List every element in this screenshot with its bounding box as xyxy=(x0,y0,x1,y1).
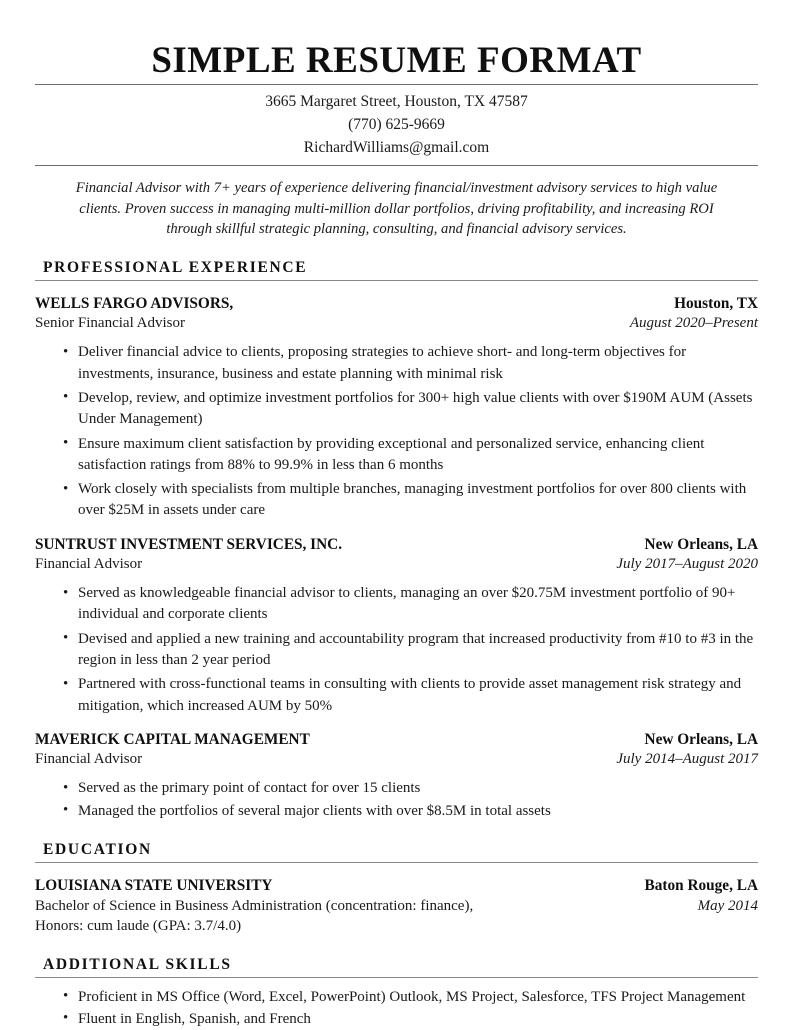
bullet-icon: • xyxy=(63,480,69,497)
list-item-text: Managed the portfolios of several major clients with over $8.5M in total assets xyxy=(78,802,551,819)
skills-list xyxy=(35,987,758,1030)
employer-location: Houston, TX xyxy=(674,294,758,312)
list-item xyxy=(35,434,758,477)
entry-header-row xyxy=(35,294,758,314)
list-item-text: Develop, review, and optimize investment portfolios for 300+ high value clients with over $190M AUM (Assets Under Management) xyxy=(78,389,753,428)
entry-subheader-row xyxy=(35,555,758,575)
employer-location: New Orleans, LA xyxy=(644,730,758,748)
bullet-icon: • xyxy=(63,584,69,601)
entry-subheader-row xyxy=(35,314,758,334)
list-item-text: Ensure maximum client satisfaction by providing exceptional and personalized service, enhancing client satisfaction ratings from 88% to 99.9% in less than 6 months xyxy=(78,435,705,473)
list-item xyxy=(35,987,758,1008)
contact-block xyxy=(35,85,758,164)
entry-header-row xyxy=(35,876,758,896)
list-item-text: Served as knowledgeable financial advisor to clients, managing an over $20.75M investment portfolio of 90+ individual and corporate clients xyxy=(78,585,736,623)
education-entry xyxy=(35,876,758,937)
degree-name: Bachelor of Science in Business Administration (concentration: finance), xyxy=(35,897,474,914)
experience-entry xyxy=(35,535,758,717)
school-name: LOUISIANA STATE UNIVERSITY xyxy=(35,876,273,894)
section-heading-experience: PROFESSIONAL EXPERIENCE xyxy=(35,259,758,281)
section-heading-skills: ADDITIONAL SKILLS xyxy=(35,956,758,978)
list-item-text: Partnered with cross-functional teams in consulting with clients to provide asset management risk strategy and mitigation, which increased AUM by 50% xyxy=(78,676,742,714)
bullet-icon: • xyxy=(63,1010,69,1027)
list-item xyxy=(35,342,758,385)
entry-header-row xyxy=(35,535,758,555)
bullet-icon: • xyxy=(63,802,69,819)
bullet-icon: • xyxy=(63,343,69,360)
entry-subheader-row xyxy=(35,750,758,770)
honors-line: Honors: cum laude (GPA: 3.7/4.0) xyxy=(35,918,242,935)
job-title: Senior Financial Advisor xyxy=(35,314,185,331)
section-heading-education: EDUCATION xyxy=(35,841,758,863)
employer-name: SUNTRUST INVESTMENT SERVICES, INC. xyxy=(35,535,343,553)
list-item-text: Served as the primary point of contact for over 15 clients xyxy=(78,780,421,797)
bullet-list xyxy=(35,583,758,717)
experience-entry xyxy=(35,294,758,522)
job-title: Financial Advisor xyxy=(35,555,143,572)
experience-entries xyxy=(35,294,758,822)
list-item-text: Fluent in English, Spanish, and French xyxy=(78,1010,311,1027)
section-professional-experience xyxy=(35,259,758,822)
list-item xyxy=(35,629,758,672)
employer-location: New Orleans, LA xyxy=(644,535,758,553)
bullet-icon: • xyxy=(63,988,69,1005)
entry-header-row xyxy=(35,730,758,750)
list-item xyxy=(35,801,758,822)
list-item-text: Proficient in MS Office (Word, Excel, PowerPoint) Outlook, MS Project, Salesforce, TFS Project Management xyxy=(78,988,746,1005)
list-item-text: Deliver financial advice to clients, proposing strategies to achieve short- and long-term objectives for investments, insurance, business and estate planning with minimal risk xyxy=(78,344,687,382)
list-item xyxy=(35,674,758,717)
graduation-date: May 2014 xyxy=(697,897,758,914)
education-entries xyxy=(35,876,758,937)
list-item xyxy=(35,388,758,431)
bullet-icon: • xyxy=(63,389,69,406)
employment-dates: July 2014–August 2017 xyxy=(616,750,758,767)
list-item xyxy=(35,479,758,522)
bullet-list xyxy=(35,342,758,521)
bullet-icon: • xyxy=(63,630,69,647)
bullet-list xyxy=(35,778,758,822)
page-title: SIMPLE RESUME FORMAT xyxy=(151,40,642,81)
job-title: Financial Advisor xyxy=(35,750,143,767)
bullet-icon: • xyxy=(63,675,69,692)
entry-subheader-row xyxy=(35,896,758,917)
list-item xyxy=(35,583,758,626)
section-education xyxy=(35,841,758,937)
contact-phone: (770) 625-9669 xyxy=(348,116,445,134)
professional-summary: Financial Advisor with 7+ years of experience delivering financial/investment advisory services to high value clients. Proven success in managing multi-million dollar portfolios, driving profitability, and increasing ROI through skillful strategic planning, consulting, and financial advisory services. xyxy=(75,179,718,238)
list-item-text: Devised and applied a new training and accountability program that increased productivity from #10 to #3 in the region in less than 2 year period xyxy=(78,630,754,668)
experience-entry xyxy=(35,730,758,822)
list-item xyxy=(35,778,758,799)
contact-email[interactable]: RichardWilliams@gmail.com xyxy=(303,139,490,156)
employer-name: WELLS FARGO ADVISORS, xyxy=(35,294,234,312)
bullet-icon: • xyxy=(63,779,69,796)
list-item-text: Work closely with specialists from multiple branches, managing investment portfolios for over 800 clients with over $25M in assets under care xyxy=(78,481,747,519)
employment-dates: July 2017–August 2020 xyxy=(616,555,758,572)
bullet-icon: • xyxy=(63,435,69,451)
section-additional-skills xyxy=(35,956,758,1030)
contact-address: 3665 Margaret Street, Houston, TX 47587 xyxy=(265,93,528,111)
employer-name: MAVERICK CAPITAL MANAGEMENT xyxy=(35,730,310,748)
list-item xyxy=(35,1009,758,1030)
employment-dates: August 2020–Present xyxy=(629,314,758,331)
school-location: Baton Rouge, LA xyxy=(644,876,758,894)
